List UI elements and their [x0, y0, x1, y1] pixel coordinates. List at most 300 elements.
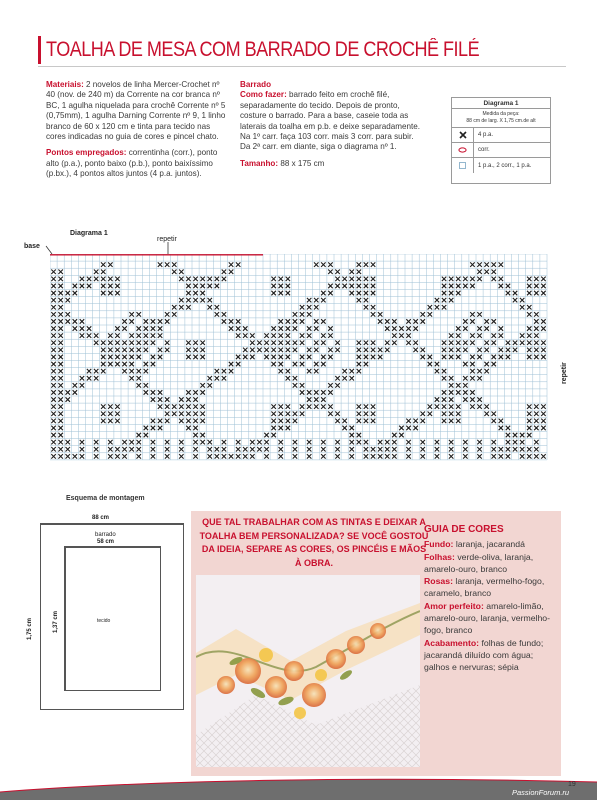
stitch-mark	[286, 291, 291, 296]
stitch-mark	[399, 333, 404, 338]
stitch-mark	[392, 326, 397, 331]
stitch-mark	[293, 312, 298, 317]
stitch-mark	[94, 440, 99, 445]
stitch-mark	[293, 440, 298, 445]
stitch-mark	[449, 447, 454, 452]
stitch-mark	[520, 298, 525, 303]
stitch-mark	[328, 333, 333, 338]
stitch-mark	[449, 383, 454, 388]
stitch-mark	[328, 348, 333, 353]
stitch-mark	[421, 412, 426, 417]
stitch-mark	[186, 298, 191, 303]
stitch-mark	[51, 291, 56, 296]
stitch-mark	[208, 284, 213, 289]
stitch-mark	[257, 447, 262, 452]
stitch-mark	[286, 348, 291, 353]
stitch-mark	[350, 376, 355, 381]
stitch-mark	[364, 419, 369, 424]
stitch-mark	[179, 419, 184, 424]
legend-row-chain	[452, 143, 550, 158]
stitch-mark	[229, 262, 234, 267]
stitch-mark	[321, 298, 326, 303]
stitch-mark	[271, 355, 276, 360]
stitch-mark	[101, 362, 106, 367]
outer-height-line	[40, 523, 41, 710]
stitch-mark	[115, 412, 120, 417]
stitch-mark	[314, 326, 319, 331]
stitch-mark	[541, 454, 546, 459]
stitch-mark	[257, 341, 262, 346]
stitch-mark	[94, 277, 99, 282]
border-label: barrado	[95, 532, 116, 538]
stitch-mark	[307, 326, 312, 331]
stitch-mark	[357, 348, 362, 353]
stitch-mark	[193, 277, 198, 282]
stitch-mark	[342, 376, 347, 381]
stitch-mark	[236, 440, 241, 445]
stitch-mark	[186, 390, 191, 395]
stitch-mark	[357, 362, 362, 367]
stitch-mark	[470, 284, 475, 289]
stitch-mark	[534, 355, 539, 360]
stitch-mark	[307, 298, 312, 303]
stitch-mark	[392, 433, 397, 438]
stitch-mark	[236, 362, 241, 367]
stitch-mark	[101, 270, 106, 275]
stitch-mark	[371, 312, 376, 317]
color-guide-item	[424, 575, 558, 600]
stitch-mark	[108, 284, 113, 289]
stitch-mark	[421, 419, 426, 424]
stitch-mark	[129, 440, 134, 445]
stitch-mark	[541, 291, 546, 296]
stitch-mark	[279, 355, 284, 360]
stitch-mark	[66, 319, 71, 324]
stitch-mark	[229, 270, 234, 275]
stitch-mark	[321, 355, 326, 360]
stitch-mark	[364, 262, 369, 267]
stitch-mark	[357, 284, 362, 289]
inner-width-label: 58 cm	[97, 539, 115, 545]
stitch-mark	[66, 454, 71, 459]
stitch-mark	[286, 369, 291, 374]
stitch-mark	[151, 454, 156, 459]
stitch-mark	[350, 369, 355, 374]
stitch-mark	[151, 419, 156, 424]
stitch-mark	[364, 412, 369, 417]
stitch-mark	[428, 412, 433, 417]
color-guide-text: verde-oliva, laranja, amarelo-ouro, branco	[424, 551, 534, 574]
stitch-mark	[350, 447, 355, 452]
stitch-mark	[101, 341, 106, 346]
color-guide-text: laranja, jacarandá	[455, 539, 525, 550]
stitch-mark	[321, 447, 326, 452]
stitch-mark	[222, 369, 227, 374]
stitch-mark	[449, 341, 454, 346]
x-mark-icon	[452, 128, 474, 142]
stitch-mark	[335, 284, 340, 289]
stitch-mark	[193, 440, 198, 445]
stitch-mark	[243, 326, 248, 331]
stitch-mark	[144, 362, 149, 367]
stitch-mark	[484, 319, 489, 324]
stitch-mark	[413, 426, 418, 431]
stitch-mark	[193, 447, 198, 452]
stitch-mark	[342, 277, 347, 282]
stitch-mark	[328, 390, 333, 395]
stitch-mark	[51, 376, 56, 381]
stitch-mark	[179, 397, 184, 402]
stitch-mark	[364, 454, 369, 459]
stitch-mark	[58, 348, 63, 353]
stitch-mark	[115, 419, 120, 424]
stitch-mark	[165, 319, 170, 324]
stitch-mark	[506, 447, 511, 452]
stitch-mark	[428, 312, 433, 317]
stitch-mark	[470, 376, 475, 381]
stitch-mark	[51, 383, 56, 388]
stitch-mark	[513, 291, 518, 296]
stitch-mark	[378, 319, 383, 324]
stitch-mark	[215, 284, 220, 289]
stitch-mark	[470, 369, 475, 374]
stitch-mark	[51, 454, 56, 459]
stitch-mark	[321, 362, 326, 367]
stitch-mark	[137, 440, 142, 445]
stitch-mark	[527, 433, 532, 438]
stitch-mark	[449, 454, 454, 459]
stitch-mark	[200, 433, 205, 438]
stitch-mark	[527, 277, 532, 282]
stitch-mark	[470, 333, 475, 338]
stitch-mark	[151, 447, 156, 452]
stitch-mark	[279, 291, 284, 296]
stitch-mark	[456, 333, 461, 338]
stitch-mark	[58, 319, 63, 324]
empty-square-icon	[452, 158, 474, 173]
fabric-label: tecido	[97, 618, 111, 624]
stitch-mark	[101, 262, 106, 267]
stitch-mark	[463, 277, 468, 282]
stitch-mark	[151, 341, 156, 346]
stitch-mark	[286, 277, 291, 282]
stitch-mark	[144, 333, 149, 338]
stitch-mark	[364, 447, 369, 452]
stitch-mark	[279, 447, 284, 452]
stitch-mark	[151, 440, 156, 445]
stitch-mark	[385, 341, 390, 346]
stitch-mark	[94, 447, 99, 452]
stitch-mark	[264, 440, 269, 445]
stitches-label: Pontos empregados:	[46, 148, 127, 158]
stitch-mark	[307, 454, 312, 459]
stitch-mark	[442, 390, 447, 395]
stitch-mark	[364, 440, 369, 445]
stitch-mark	[413, 341, 418, 346]
stitch-mark	[328, 291, 333, 296]
stitch-mark	[513, 440, 518, 445]
stitch-mark	[58, 291, 63, 296]
stitch-mark	[101, 348, 106, 353]
stitch-mark	[442, 404, 447, 409]
stitch-mark	[314, 362, 319, 367]
stitch-mark	[193, 433, 198, 438]
stitch-mark	[435, 404, 440, 409]
stitch-mark	[101, 369, 106, 374]
base-label: base	[24, 243, 40, 250]
stitch-mark	[421, 348, 426, 353]
stitch-mark	[520, 447, 525, 452]
stitch-mark	[66, 440, 71, 445]
stitch-mark	[357, 262, 362, 267]
stitch-mark	[51, 284, 56, 289]
stitch-mark	[335, 412, 340, 417]
stitch-mark	[186, 419, 191, 424]
stitch-mark	[328, 270, 333, 275]
stitch-mark	[321, 319, 326, 324]
stitch-mark	[499, 262, 504, 267]
stitch-mark	[492, 270, 497, 275]
stitch-mark	[428, 404, 433, 409]
stitch-mark	[534, 419, 539, 424]
stitch-mark	[477, 369, 482, 374]
stitch-mark	[477, 270, 482, 275]
stitch-mark	[477, 397, 482, 402]
stitch-mark	[449, 419, 454, 424]
stitch-mark	[144, 390, 149, 395]
stitch-mark	[51, 412, 56, 417]
stitch-mark	[484, 404, 489, 409]
stitch-mark	[122, 326, 127, 331]
color-guide-label: Fundo:	[424, 539, 454, 550]
stitch-mark	[193, 390, 198, 395]
stitch-mark	[321, 440, 326, 445]
stitch-mark	[108, 454, 113, 459]
stitch-mark	[80, 447, 85, 452]
stitch-mark	[314, 404, 319, 409]
stitch-mark	[484, 412, 489, 417]
stitch-mark	[350, 277, 355, 282]
stitch-mark	[385, 454, 390, 459]
stitch-mark	[186, 404, 191, 409]
stitch-mark	[208, 447, 213, 452]
stitch-mark	[51, 319, 56, 324]
legend-subtitle	[452, 109, 550, 128]
stitch-mark	[279, 341, 284, 346]
stitch-mark	[456, 277, 461, 282]
scheme-title: Esquema de montagem	[66, 495, 145, 502]
stitch-mark	[271, 404, 276, 409]
stitch-mark	[364, 404, 369, 409]
legend-row-open-mesh	[452, 158, 550, 173]
stitch-mark	[435, 397, 440, 402]
stitch-mark	[442, 284, 447, 289]
stitch-mark	[129, 447, 134, 452]
stitch-mark	[51, 277, 56, 282]
stitch-mark	[293, 362, 298, 367]
stitch-mark	[392, 447, 397, 452]
stitch-mark	[506, 440, 511, 445]
stitch-mark	[406, 319, 411, 324]
stitch-mark	[314, 348, 319, 353]
stitch-mark	[215, 277, 220, 282]
stitch-mark	[94, 454, 99, 459]
stitch-mark	[279, 362, 284, 367]
stitch-mark	[335, 341, 340, 346]
stitch-mark	[236, 454, 241, 459]
stitch-mark	[449, 284, 454, 289]
stitch-mark	[364, 355, 369, 360]
size-label: Tamanho:	[240, 158, 279, 168]
stitch-mark	[534, 312, 539, 317]
stitch-mark	[449, 333, 454, 338]
stitch-mark	[484, 362, 489, 367]
materials-text: 2 novelos de linha Mercer-Crochet nº 40 (nov. de 240 m) da Corrente na cor branca nº BC, 1 agulha niquelada para crochê Corrente nº 5 (0,75mm), 1 agulha Darning Corrente nº 9, 1 linho branco de 60 x 120 cm e tinta para tecido nas cores indicadas no guia de cores e pincel chato.	[46, 80, 226, 142]
stitch-mark	[534, 348, 539, 353]
stitch-mark	[442, 277, 447, 282]
stitch-mark	[321, 291, 326, 296]
stitch-mark	[392, 454, 397, 459]
stitch-mark	[456, 355, 461, 360]
stitch-mark	[499, 454, 504, 459]
stitch-mark	[87, 369, 92, 374]
stitch-mark	[122, 355, 127, 360]
stitch-mark	[456, 284, 461, 289]
stitch-mark	[534, 333, 539, 338]
painting-tip-text: QUE TAL TRABALHAR COM AS TINTAS E DEIXAR A TOALHA BEM PERSONALIZADA? SE VOCÊ GOSTOU DA IDEIA, SEPARE AS CORES, OS PINCÉIS E MÃOS À OBRA.	[199, 517, 429, 568]
stitch-mark	[137, 355, 142, 360]
stitch-mark	[406, 447, 411, 452]
stitch-mark	[506, 284, 511, 289]
stitch-mark	[94, 376, 99, 381]
stitch-mark	[350, 284, 355, 289]
stitch-mark	[477, 333, 482, 338]
stitch-mark	[364, 362, 369, 367]
stitch-mark	[222, 312, 227, 317]
stitch-mark	[371, 284, 376, 289]
stitch-mark	[137, 369, 142, 374]
stitch-mark	[222, 447, 227, 452]
stitch-mark	[335, 348, 340, 353]
stitch-mark	[101, 277, 106, 282]
stitch-mark	[513, 433, 518, 438]
stitch-mark	[293, 419, 298, 424]
stitch-mark	[541, 341, 546, 346]
stitch-mark	[435, 447, 440, 452]
stitch-mark	[271, 433, 276, 438]
stitch-mark	[193, 355, 198, 360]
stitch-mark	[442, 412, 447, 417]
stitch-mark	[73, 319, 78, 324]
stitch-mark	[158, 333, 163, 338]
stitch-mark	[115, 341, 120, 346]
stitch-mark	[208, 298, 213, 303]
legend-subtitle-line2: 88 cm de larg. X 1,75 cm.de alt	[466, 118, 536, 124]
stitch-mark	[51, 447, 56, 452]
stitch-mark	[58, 369, 63, 374]
size-paragraph	[240, 159, 422, 169]
stitch-mark	[271, 291, 276, 296]
stitch-mark	[413, 319, 418, 324]
stitch-mark	[435, 298, 440, 303]
stitch-mark	[541, 426, 546, 431]
stitch-mark	[87, 333, 92, 338]
stitch-mark	[300, 305, 305, 310]
stitch-mark	[527, 333, 532, 338]
stitch-mark	[513, 298, 518, 303]
stitch-mark	[499, 419, 504, 424]
stitch-mark	[520, 454, 525, 459]
stitch-mark	[87, 326, 92, 331]
stitch-mark	[307, 369, 312, 374]
stitch-mark	[442, 397, 447, 402]
stitch-mark	[158, 326, 163, 331]
stitch-mark	[307, 333, 312, 338]
stitch-mark	[80, 284, 85, 289]
stitch-mark	[200, 298, 205, 303]
stitch-mark	[158, 390, 163, 395]
stitch-mark	[364, 305, 369, 310]
stitch-mark	[236, 447, 241, 452]
stitch-mark	[279, 426, 284, 431]
stitch-mark	[179, 454, 184, 459]
stitch-mark	[51, 362, 56, 367]
stitch-mark	[328, 262, 333, 267]
stitch-mark	[58, 397, 63, 402]
stitch-mark	[80, 277, 85, 282]
stitch-mark	[108, 291, 113, 296]
stitch-mark	[463, 326, 468, 331]
stitch-mark	[108, 355, 113, 360]
stitch-mark	[534, 440, 539, 445]
stitch-mark	[541, 277, 546, 282]
stitch-mark	[293, 454, 298, 459]
stitch-mark	[449, 412, 454, 417]
stitch-mark	[144, 348, 149, 353]
stitch-mark	[200, 404, 205, 409]
stitch-mark	[492, 341, 497, 346]
stitch-mark	[51, 419, 56, 424]
stitch-mark	[200, 284, 205, 289]
stitch-mark	[172, 412, 177, 417]
stitch-mark	[108, 348, 113, 353]
stitch-mark	[357, 298, 362, 303]
stitch-mark	[328, 355, 333, 360]
stitch-mark	[257, 348, 262, 353]
stitch-mark	[406, 426, 411, 431]
footer-band	[0, 776, 597, 800]
stitch-mark	[193, 426, 198, 431]
stitch-mark	[215, 305, 220, 310]
stitch-mark	[279, 333, 284, 338]
stitch-mark	[378, 454, 383, 459]
stitch-mark	[193, 397, 198, 402]
stitch-mark	[101, 355, 106, 360]
stitch-mark	[463, 447, 468, 452]
stitch-mark	[342, 284, 347, 289]
stitch-mark	[357, 270, 362, 275]
stitch-mark	[158, 348, 163, 353]
stitch-mark	[421, 312, 426, 317]
stitch-mark	[58, 341, 63, 346]
stitch-mark	[73, 390, 78, 395]
stitch-mark	[463, 397, 468, 402]
stitch-mark	[137, 433, 142, 438]
stitch-mark	[243, 333, 248, 338]
stitch-mark	[456, 404, 461, 409]
stitch-mark	[371, 355, 376, 360]
stitch-mark	[527, 305, 532, 310]
